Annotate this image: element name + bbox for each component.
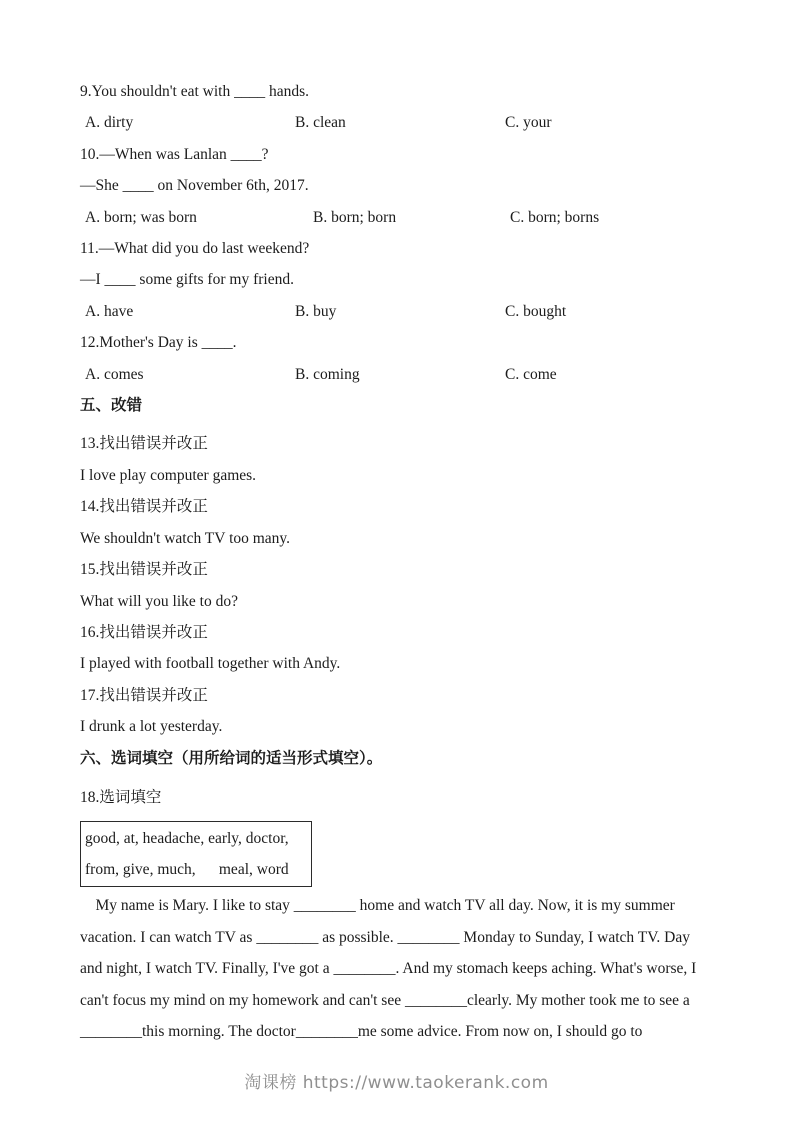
question-9-options [80,107,716,138]
question-16-label: 16.找出错误并改正 [80,623,208,641]
question-9-stem: 9.You shouldn't eat with ____ hands. [80,83,309,100]
question-12-option-b: B. coming [295,365,360,383]
question-11-stem-reply: —I ____ some gifts for my friend. [80,271,294,289]
section-6-heading: 六、选词填空（用所给词的适当形式填空）。 [80,749,383,767]
question-11-option-c: C. bought [505,302,567,320]
section-5-heading: 五、改错 [80,397,143,415]
question-15-sentence: What will you like to do? [80,592,238,610]
question-10-option-b: B. born; born [313,208,397,226]
question-12-option-c: C. come [505,365,557,383]
question-11-option-b: B. buy [295,302,337,320]
question-16-sentence: I played with football together with Andy. [80,655,341,673]
passage-line-3: and night, I watch TV. Finally, I've got a ________. And my stomach keeps aching. What's worse, I [80,960,697,978]
word-bank-box [80,821,312,887]
question-10-option-a: A. born; was born [85,208,197,226]
question-9-option-b: B. clean [295,114,346,132]
question-14-label: 14.找出错误并改正 [80,498,208,516]
question-14-sentence: We shouldn't watch TV too many. [80,529,291,547]
worksheet-content [80,76,716,1047]
question-13-label: 13.找出错误并改正 [80,435,208,453]
question-11-options [80,296,716,327]
question-13-sentence: I love play computer games. [80,466,257,484]
question-10-options [80,202,716,233]
question-10-option-c: C. born; borns [510,208,600,226]
question-12-option-a: A. comes [85,365,144,383]
question-11-stem: 11.—What did you do last weekend? [80,240,310,258]
footer-watermark: 淘课榜 https://www.taokerank.com [244,1073,549,1093]
question-9-option-c: C. your [505,114,552,132]
passage-line-4: can't focus my mind on my homework and can't see ________clearly. My mother took me to see a [80,991,690,1009]
question-17-label: 17.找出错误并改正 [80,686,208,704]
question-9-option-a: A. dirty [85,114,134,132]
question-17-sentence: I drunk a lot yesterday. [80,718,223,736]
question-18-label: 18.选词填空 [80,788,162,806]
word-bank-line-2: from, give, much, meal, word [85,861,289,879]
passage-line-5: ________this morning. The doctor________me some advice. From now on, I should go to [80,1022,643,1040]
question-12-options [80,359,716,390]
question-11-option-a: A. have [85,302,134,320]
question-12-stem: 12.Mother's Day is ____. [80,334,237,352]
passage-line-1: My name is Mary. I like to stay ________ home and watch TV all day. Now, it is my summer [80,897,675,915]
word-bank-line-1: good, at, headache, early, doctor, [85,830,289,848]
question-15-label: 15.找出错误并改正 [80,561,208,579]
question-10-stem: 10.—When was Lanlan ____? [80,145,269,163]
question-10-stem-reply: —She ____ on November 6th, 2017. [80,177,309,195]
passage-line-2: vacation. I can watch TV as ________ as possible. ________ Monday to Sunday, I watch TV. Day [80,928,691,946]
